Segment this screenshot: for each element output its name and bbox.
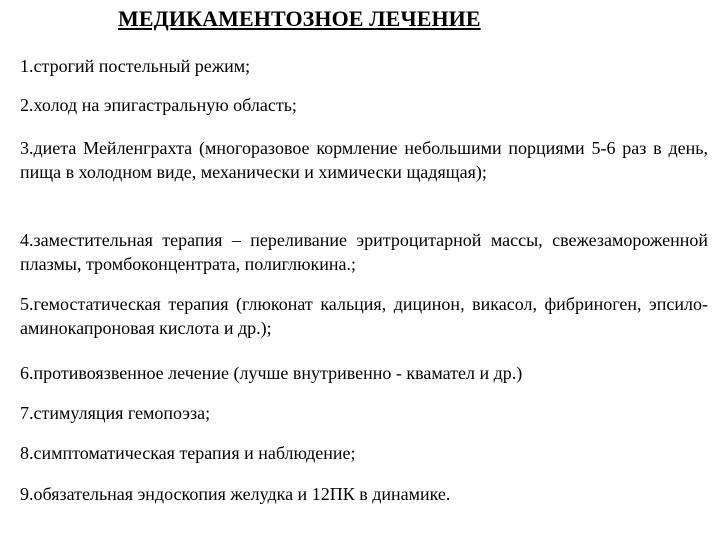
list-item: 5.гемостатическая терапия (глюконат кальция, дицинон, викасол, фибриноген, эпсило-аминокапроновая кислота и др.); [20, 294, 708, 338]
list-item: 8.симптоматическая терапия и наблюдение; [20, 443, 356, 463]
list-item: 7.стимуляция гемопоэза; [20, 403, 211, 423]
list-item: 1.строгий постельный режим; [20, 56, 251, 76]
list-item: 9.обязательная эндоскопия желудка и 12ПК в динамике. [20, 484, 451, 504]
list-item: 6.противоязвенное лечение (лучше внутривенно - квамател и др.) [20, 363, 523, 383]
list-item: 2.холод на эпигастральную область; [20, 95, 297, 115]
list-item: 3.диета Мейленграхта (многоразовое кормление небольшими порциями 5-6 раз в день, пища в холодном виде, механически и химически щадящая); [20, 138, 708, 182]
list-item: 4.заместительная терапия – переливание эритроцитарной массы, свежезамороженной плазмы, тромбоконцентрата, полиглюкина.; [20, 230, 708, 274]
slide-title: МЕДИКАМЕНТОЗНОЕ ЛЕЧЕНИЕ [118, 6, 481, 31]
